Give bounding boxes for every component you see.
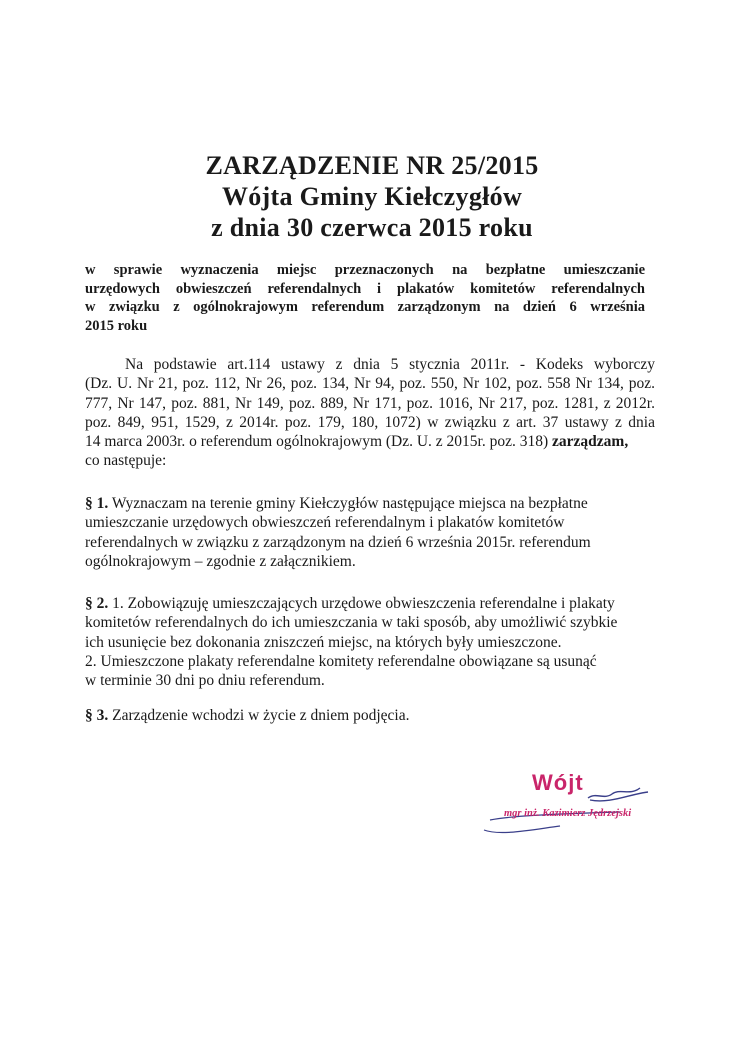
section-number: § 3. xyxy=(85,707,109,724)
section-number: § 1. xyxy=(85,495,109,512)
section-line: referendalnych w związku z zarządzonym na dzień 6 września 2015r. referendum xyxy=(85,533,591,551)
basis-line: poz. 849, 951, 1529, z 2014r. poz. 179, 180, 1072) w związku z art. 37 ustawy z dnia xyxy=(85,413,655,431)
section-line: komitetów referendalnych do ich umieszczania w taki sposób, aby umożliwić szybkie xyxy=(85,614,618,632)
signature-stamp xyxy=(470,770,670,860)
basis-line: 777, Nr 147, poz. 881, Nr 149, poz. 889, Nr 171, poz. 1016, Nr 217, poz. 1281, z 2012r. xyxy=(85,394,655,412)
basis-line-text: 14 marca 2003r. o referendum ogólnokrajowym (Dz. U. z 2015r. poz. 318) xyxy=(85,433,549,451)
section-1 xyxy=(85,494,650,571)
document-issuer: Wójta Gminy Kiełczygłów xyxy=(221,182,523,211)
section-line: ogólnokrajowym – zgodnie z załącznikiem. xyxy=(85,552,356,570)
section-text: Zarządzenie wchodzi w życie z dniem podjęcia. xyxy=(108,707,410,724)
document-subject xyxy=(85,261,645,335)
section-line: ich usunięcie bez dokonania zniszczeń miejsc, na których były umieszczone. xyxy=(85,633,562,651)
section-3 xyxy=(85,706,650,725)
section-line: umieszczanie urzędowych obwieszczeń referendalnym i plakatów komitetów xyxy=(85,514,565,532)
document-date: z dnia 30 czerwca 2015 roku xyxy=(211,213,533,242)
section-text: 1. Zobowiązuję umieszczających urzędowe obwieszczenia referendalne i plakaty xyxy=(108,595,615,612)
section-line: 2. Umieszczone plakaty referendalne komitety referendalne obowiązane są usunąć xyxy=(85,652,597,670)
section-2 xyxy=(85,594,650,690)
subject-line: 2015 roku xyxy=(85,317,148,334)
basis-line: Na podstawie art.114 ustawy z dnia 5 stycznia 2011r. - Kodeks wyborczy xyxy=(125,356,655,373)
document-title: ZARZĄDZENIE NR 25/2015 xyxy=(205,151,539,180)
section-line: w terminie 30 dni po dniu referendum. xyxy=(85,672,325,690)
section-line xyxy=(85,706,650,725)
subject-line: w sprawie wyznaczenia miejsc przeznaczonych na bezpłatne umieszczanie xyxy=(85,262,645,278)
signature-role: Wójt xyxy=(532,770,584,795)
section-text: Wyznaczam na terenie gminy Kiełczygłów następujące miejsca na bezpłatne xyxy=(108,495,588,512)
subject-line: w związku z ogólnokrajowym referendum zarządzonym na dzień 6 września xyxy=(85,299,645,315)
basis-line: co następuje: xyxy=(85,452,167,470)
section-line xyxy=(85,494,650,513)
basis-line xyxy=(85,432,655,451)
legal-basis xyxy=(85,355,655,471)
subject-line: urzędowych obwieszczeń referendalnych i plakatów komitetów referendalnych xyxy=(85,280,645,297)
signature-name: mgr inż. Kazimierz Jędrzejski xyxy=(504,808,632,819)
basis-bold-word: zarządzam, xyxy=(552,433,629,451)
basis-line: (Dz. U. Nr 21, poz. 112, Nr 26, poz. 134, Nr 94, poz. 550, Nr 102, poz. 558 Nr 134, poz. xyxy=(85,375,655,393)
section-number: § 2. xyxy=(85,595,109,612)
section-line xyxy=(85,594,650,613)
